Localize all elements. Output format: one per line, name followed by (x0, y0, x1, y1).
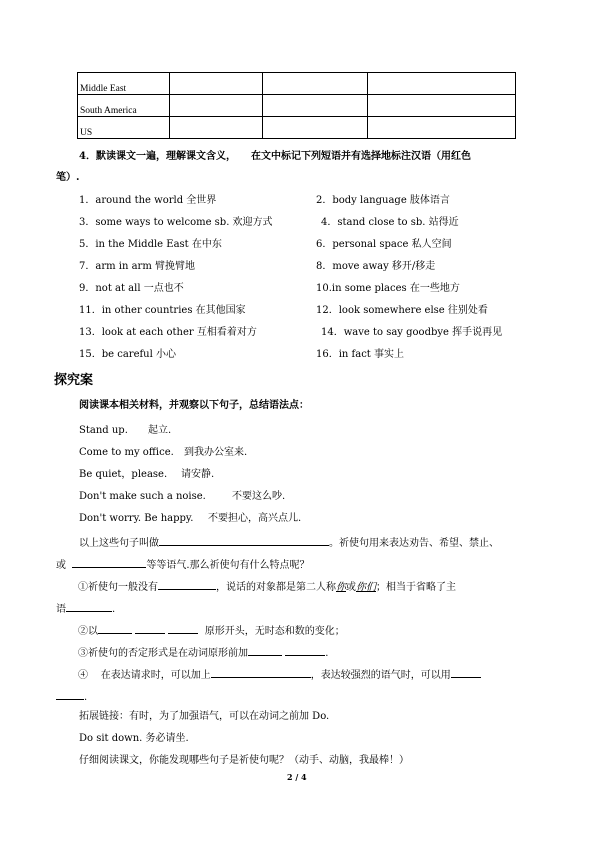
text: 语 (56, 604, 66, 615)
table-row (78, 73, 516, 95)
example-en: Don't make such a noise. (79, 491, 206, 502)
phrase-item: 12．look somewhere else 往别处看 (316, 305, 488, 316)
phrase-item: 16．in fact 事实上 (316, 349, 405, 360)
blank[interactable] (248, 644, 282, 656)
blank[interactable] (98, 622, 132, 634)
text: 等等语气.那么祈使句有什么特点呢？ (146, 560, 310, 571)
phrase-item: 9．not at all 一点也不 (79, 283, 184, 294)
text: ；相当于省略了主 (376, 582, 456, 593)
blank[interactable] (285, 644, 325, 656)
table-cell-label: South America (78, 95, 170, 117)
table-cell[interactable] (368, 95, 516, 117)
table-cell[interactable] (263, 73, 368, 95)
text: 或 (346, 582, 356, 593)
text: . (112, 604, 116, 615)
blank[interactable] (135, 622, 165, 634)
point1-line1 (78, 578, 456, 595)
page-number: 2 / 4 (287, 772, 307, 782)
underlined-word: 你们 (356, 582, 376, 593)
text: 。祈使句用来表达劝告、希望、禁止、 (329, 538, 499, 549)
text: 在表达请求时，可以加上 (100, 670, 211, 681)
phrase-item: 11．in other countries 在其他国家 (79, 305, 246, 316)
extension-example: Do sit down. 务必请坐. (79, 733, 189, 744)
phrase-item: 4．stand close to sb. 站得近 (321, 217, 459, 228)
example-zh: 不要担心，高兴点儿. (208, 513, 302, 524)
circled-number: ③ (78, 648, 88, 659)
circled-number: ① (78, 582, 88, 593)
text: ，说话的对象都是第二人称 (216, 582, 336, 593)
phrase-item: 7．arm in arm 臂挽臂地 (79, 261, 195, 272)
phrase-item: 5．in the Middle East 在中东 (79, 239, 222, 250)
text: . (325, 648, 329, 659)
table-cell[interactable] (263, 117, 368, 139)
phrase-item: 6．personal space 私人空间 (316, 239, 452, 250)
text: 以 (88, 626, 98, 637)
phrase-item: 8．move away 移开/移走 (316, 261, 436, 272)
blank[interactable] (56, 688, 84, 700)
para1-line1 (79, 534, 499, 551)
table-row (78, 117, 516, 139)
table-row (78, 95, 516, 117)
task4-line2: 笔）. (56, 172, 80, 183)
table-cell-label: Middle East (78, 73, 170, 95)
text: 或 (56, 560, 66, 571)
example-en: Be quiet，please. (79, 469, 168, 480)
phrase-item: 15．be careful 小心 (79, 349, 177, 360)
phrase-item: 13．look at each other 互相看着对方 (79, 327, 257, 338)
phrase-item: 1．around the world 全世界 (79, 195, 217, 206)
table-cell[interactable] (170, 73, 263, 95)
point4-line2 (56, 688, 87, 705)
text: . (84, 692, 88, 703)
phrase-item: 3．some ways to welcome sb. 欢迎方式 (79, 217, 273, 228)
point1-line2 (56, 600, 115, 617)
underlined-word: 你 (336, 582, 346, 593)
table-cell[interactable] (170, 95, 263, 117)
blank[interactable] (168, 622, 198, 634)
phrase-item: 2．body language 肢体语言 (316, 195, 450, 206)
table-cell[interactable] (368, 117, 516, 139)
region-table (77, 72, 516, 139)
text: 原形开头，无时态和数的变化； (204, 626, 345, 637)
text: ，表达较强烈的语气时，可以用 (310, 670, 451, 681)
circled-number: ② (78, 626, 88, 637)
table-cell[interactable] (368, 73, 516, 95)
text: 以上这些句子叫做 (79, 538, 159, 549)
extension-link: 拓展链接：有时，为了加强语气，可以在动词之前加 Do. (79, 711, 330, 722)
blank[interactable] (72, 556, 146, 568)
section-title: 探究案 (54, 373, 94, 388)
instruction: 阅读课本相关材料，并观察以下句子，总结语法点： (79, 400, 309, 411)
blank[interactable] (66, 600, 112, 612)
text: 祈使句一般没有 (88, 582, 158, 593)
example-zh: 请安静. (181, 469, 215, 480)
example-en: Come to my office. (79, 447, 174, 458)
table-cell[interactable] (170, 117, 263, 139)
example-zh: 起立. (148, 425, 172, 436)
para1-line2 (56, 556, 310, 573)
point4-line1 (78, 666, 481, 683)
point3 (78, 644, 328, 661)
circled-number: ④ (78, 670, 88, 681)
final-question: 仔细阅读课文，你能发现哪些句子是祈使句呢？（动手、动脑，我最棒！） (79, 755, 409, 766)
blank[interactable] (211, 666, 311, 678)
table-cell[interactable] (263, 95, 368, 117)
example-en: Don't worry. Be happy. (79, 513, 194, 524)
task4-line1: 4．默读课文一遍，理解课文含义， 在文中标记下列短语并有选择地标注汉语（用红色 (79, 151, 471, 162)
phrase-item: 10.in some places 在一些地方 (316, 283, 460, 294)
example-zh: 到我办公室来. (184, 447, 248, 458)
example-zh: 不要这么吵. (232, 491, 286, 502)
text: 祈使句的否定形式是在动词原形前加 (88, 648, 248, 659)
blank[interactable] (159, 534, 329, 546)
table-cell-label: US (78, 117, 170, 139)
phrase-item: 14．wave to say goodbye 挥手说再见 (321, 327, 503, 338)
blank[interactable] (158, 578, 216, 590)
blank[interactable] (451, 666, 481, 678)
point2 (78, 622, 345, 639)
example-en: Stand up. (79, 425, 128, 436)
